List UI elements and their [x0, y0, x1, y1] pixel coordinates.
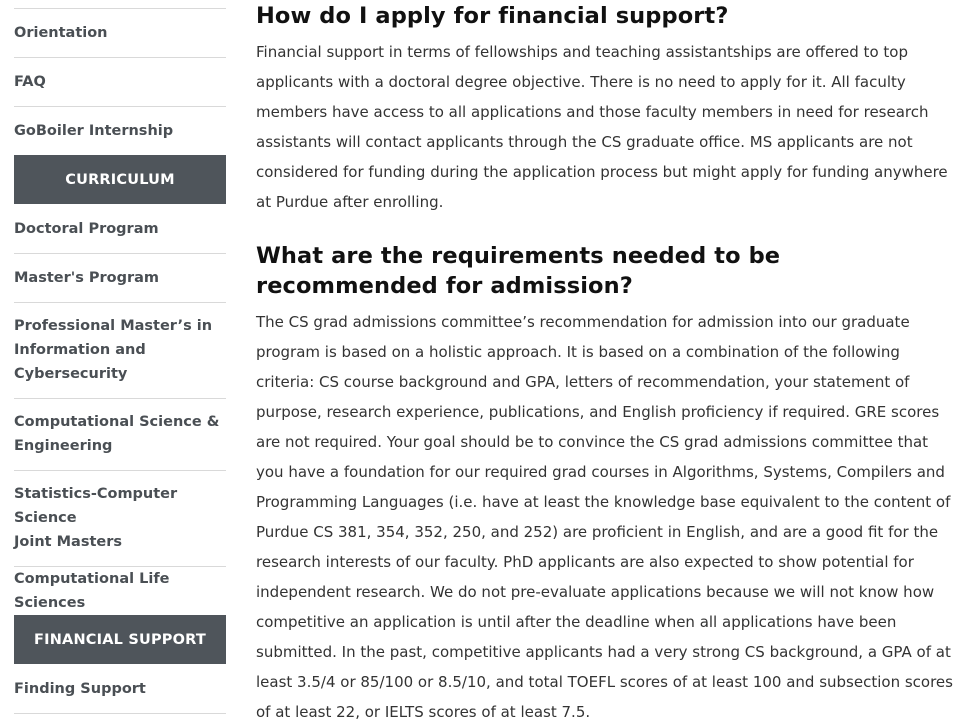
- sidebar-item-label: [14, 314, 212, 386]
- sidebar-item-statistics-cs-joint-masters[interactable]: [14, 470, 226, 566]
- sidebar-item-masters-program[interactable]: [14, 253, 226, 302]
- faq-question-title: What are the requirements needed to be recommended for admission?: [256, 243, 781, 299]
- sidebar-nav: [14, 8, 226, 714]
- sidebar-item-faq[interactable]: [14, 57, 226, 106]
- sidebar-item-label: Orientation: [14, 25, 108, 41]
- sidebar-item-label: Master's Program: [14, 270, 160, 286]
- sidebar-item-label-line: Joint Masters: [14, 534, 123, 550]
- sidebar-item-label: [14, 410, 219, 458]
- sidebar-item-finding-support[interactable]: [14, 664, 226, 713]
- sidebar-item-computational-life-sciences[interactable]: [14, 566, 226, 615]
- sidebar-header-curriculum: [14, 155, 226, 204]
- sidebar-item-label-line: Computational Science &: [14, 414, 220, 430]
- sidebar-header-label: FINANCIAL SUPPORT: [34, 631, 206, 648]
- sidebar-header-label: CURRICULUM: [65, 171, 175, 188]
- sidebar-item-orientation[interactable]: [14, 8, 226, 57]
- sidebar-item-doctoral-program[interactable]: [14, 204, 226, 253]
- faq-answer-text: Financial support in terms of fellowships and teaching assistantships are offered to top applicants with a doctoral degree objective. There is no need to apply for it. All faculty members have access to all applications and those faculty members in need for research assistants will contact applicants through the CS graduate office. MS applicants are not considered for funding during the application process but might apply for funding anywhere at Purdue after enrolling.: [256, 43, 948, 211]
- sidebar-item-label-line: Engineering: [14, 438, 113, 454]
- sidebar-item-label-line: Information and: [14, 342, 146, 358]
- sidebar-item-label: [14, 482, 226, 554]
- sidebar-item-label-line: Professional Master’s in: [14, 318, 213, 334]
- sidebar-item-label: Finding Support: [14, 680, 146, 697]
- sidebar-item-computational-science-engineering[interactable]: [14, 398, 226, 470]
- sidebar-item-label: Doctoral Program: [14, 220, 159, 237]
- sidebar-item-professional-masters[interactable]: [14, 302, 226, 398]
- sidebar-item-label: Computational Life Sciences: [14, 571, 170, 611]
- faq-answer-text: The CS grad admissions committee’s recommendation for admission into our graduate program is based on a holistic approach. It is based on a combination of the following criteria: CS course background and GPA, letters of recommendation, your statement of purpose, research experience, publications, and English proficiency if required. GRE scores are not required. Your goal should be to convince the CS grad admissions committee that you have a foundation for our required grad courses in Algorithms, Systems, Compilers and Programming Languages (i.e. have at least the knowledge base equivalent to the content of Purdue CS 381, 354, 352, 250, and 252) are proficient in English, and are a good fit for the research interests of our faculty. PhD applicants are also expected to show potential for independent research. We do not pre-evaluate applications because we will not know how competitive an application is until after the deadline when all applications have been submitted. In the past, competitive applicants had a very strong CS background, a GPA of at least 3.5/4 or 85/100 or 8.5/10, and total TOEFL scores of at least 100 and subsection scores of at least 22, or IELTS scores of at least 7.5.: [256, 313, 953, 721]
- sidebar-item-label: GoBoiler Internship: [14, 123, 174, 139]
- sidebar-item-label-line: Statistics-Computer Science: [14, 486, 178, 526]
- faq-question-title: How do I apply for financial support?: [256, 3, 729, 29]
- sidebar-header-financial-support: [14, 615, 226, 664]
- sidebar-item-goboiler-internship[interactable]: [14, 106, 226, 155]
- sidebar-item-label-line: Cybersecurity: [14, 366, 128, 382]
- sidebar-item-label: FAQ: [14, 74, 46, 90]
- sidebar-divider: [14, 713, 226, 714]
